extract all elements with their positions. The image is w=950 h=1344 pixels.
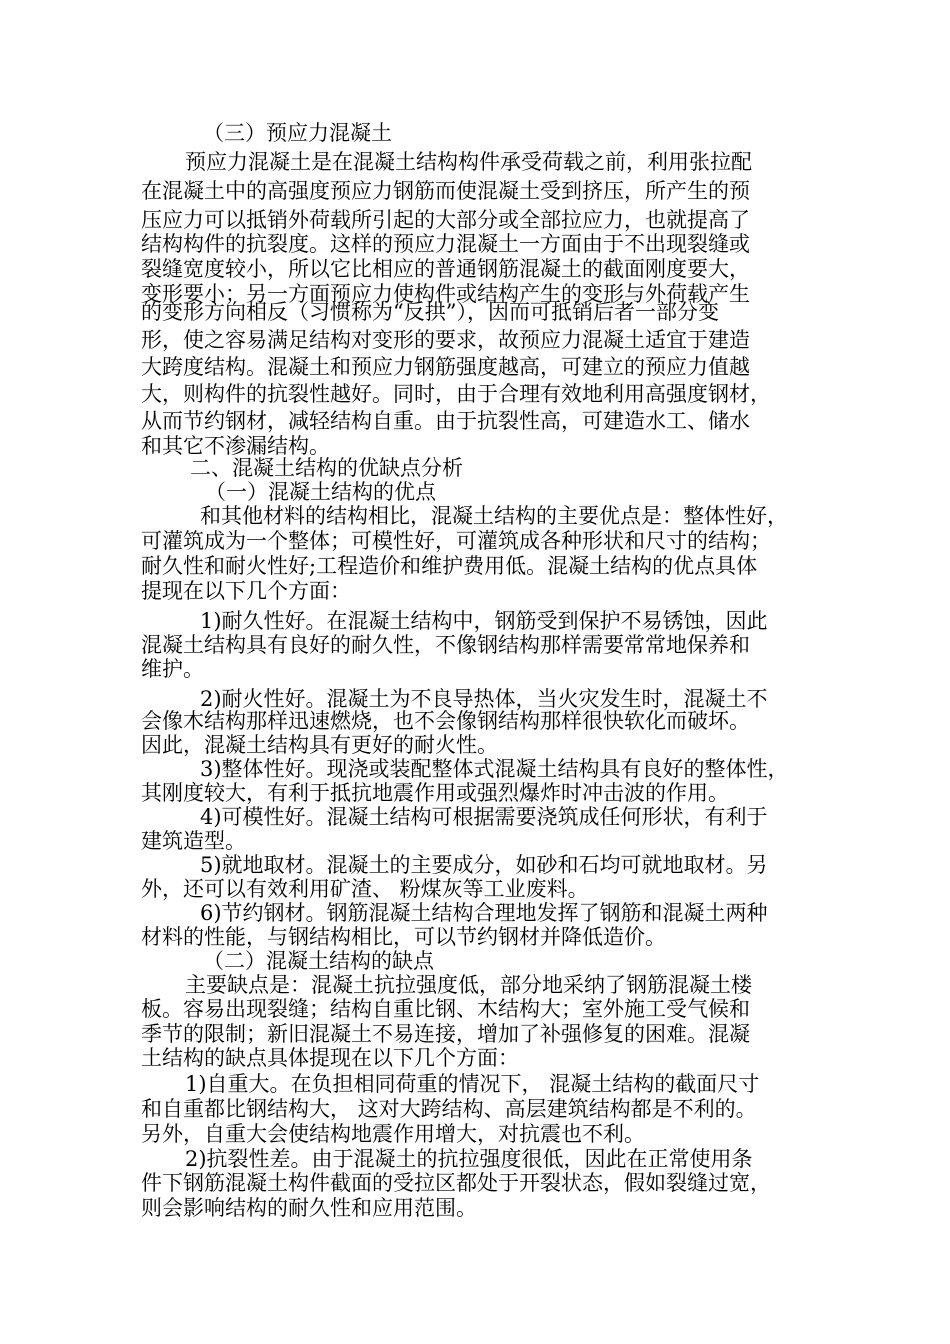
section-heading: 二、混凝土结构的优缺点分析 — [190, 456, 463, 480]
body-text-line: 件下钢筋混凝土构件截面的受拉区都处于开裂状态，假如裂缝过宽， — [141, 1171, 771, 1195]
body-text-line: 变形要小；另一方面预应力使构件或结构产生的变形与外荷载产生 — [141, 282, 750, 306]
body-text-line: 预应力混凝土是在混凝土结构构件承受荷载之前，利用张拉配 — [185, 150, 752, 174]
body-text-line: 在混凝土中的高强度预应力钢筋而使混凝土受到挤压，所产生的预 — [141, 179, 750, 203]
body-text-line: 提现在以下几个方面： — [141, 579, 351, 603]
body-text-line: 和其他材料的结构相比，混凝土结构的主要优点是：整体性好， — [200, 504, 788, 528]
body-text-line: 会像木结构那样迅速燃烧，也不会像钢结构那样很快软化而破坏。 — [141, 709, 750, 733]
body-text-line: 建筑造型。 — [141, 829, 246, 853]
body-text-line: 可灌筑成为一个整体；可模性好，可灌筑成各种形状和尺寸的结构； — [141, 529, 771, 553]
body-text-line: 维护。 — [141, 657, 204, 681]
list-item-line: 1)耐久性好。在混凝土结构中，钢筋受到保护不易锈蚀，因此 — [200, 609, 768, 633]
section-heading: （三）预应力混凝土 — [203, 121, 392, 145]
body-text-line: 大跨度结构。混凝土和预应力钢筋强度越高，可建立的预应力值越 — [141, 355, 750, 379]
body-text-line: 其刚度较大，有利于抵抗地震作用或强烈爆炸时冲击波的作用。 — [141, 781, 729, 805]
body-text-line: 季节的限制；新旧混凝土不易连接，增加了补强修复的困难。混凝 — [141, 1022, 750, 1046]
body-text-line: 板。容易出现裂缝；结构自重比钢、木结构大；室外施工受气候和 — [141, 997, 750, 1021]
body-text-line: 外，还可以有效利用矿渣、 粉煤灰等工业废料。 — [141, 877, 589, 901]
body-text-line: 材料的性能，与钢结构相比，可以节约钢材并降低造价。 — [141, 925, 666, 949]
list-item-line: 2)抗裂性差。由于混凝土的抗拉强度很低，因此在正常使用条 — [185, 1147, 753, 1171]
list-item-line: 1)自重大。在负担相同荷重的情况下， 混凝土结构的截面尺寸 — [185, 1072, 760, 1096]
list-item-line: 6)节约钢材。钢筋混凝土结构合理地发挥了钢筋和混凝土两种 — [200, 901, 768, 925]
body-text-line: 压应力可以抵销外荷载所引起的大部分或全部拉应力，也就提高了 — [141, 208, 750, 232]
subsection-heading: （二）混凝土结构的缺点 — [203, 949, 434, 973]
body-text-line: 另外，自重大会使结构地震作用增大，对抗震也不利。 — [141, 1122, 645, 1146]
list-item-line: 2)耐火性好。混凝土为不良导热体，当火灾发生时，混凝土不 — [200, 687, 768, 711]
body-text-line: 因此，混凝土结构具有更好的耐火性。 — [141, 733, 498, 757]
body-text-line: 耐久性和耐火性好;工程造价和维护费用低。混凝土结构的优点具体 — [141, 554, 758, 578]
body-text-line: 结构构件的抗裂度。这样的预应力混凝土一方面由于不出现裂缝或 — [141, 232, 750, 256]
list-item-line: 3)整体性好。现浇或装配整体式混凝土结构具有良好的整体性， — [200, 757, 789, 781]
body-text-line: 土结构的缺点具体提现在以下几个方面： — [141, 1046, 519, 1070]
body-text-line: 和其它不渗漏结构。 — [141, 434, 330, 458]
body-text-line: 则会影响结构的耐久性和应用范围。 — [141, 1196, 477, 1220]
body-text-line: 主要缺点是：混凝土抗拉强度低，部分地采纳了钢筋混凝土楼 — [185, 973, 752, 997]
body-text-line: 形，使之容易满足结构对变形的要求，故预应力混凝土适宜于建造 — [141, 328, 750, 352]
subsection-heading: （一）混凝土结构的优点 — [205, 480, 436, 504]
list-item-line: 5)就地取材。混凝土的主要成分，如砂和石均可就地取材。另 — [200, 853, 768, 877]
body-text-line: 的变形方向相反（习惯称为“反拱”），因而可抵销后者一部分变 — [141, 300, 719, 324]
body-text-line: 裂缝宽度较小，所以它比相应的普通钢筋混凝土的截面刚度要大， — [141, 257, 750, 281]
body-text-line: 大，则构件的抗裂性越好。同时，由于合理有效地利用高强度钢材， — [141, 382, 771, 406]
body-text-line: 和自重都比钢结构大， 这对大跨结构、高层建筑结构都是不利的。 — [141, 1097, 757, 1121]
body-text-line: 从而节约钢材，减轻结构自重。由于抗裂性高，可建造水工、储水 — [141, 409, 750, 433]
body-text-line: 混凝土结构具有良好的耐久性，不像钢结构那样需要常常地保养和 — [141, 633, 750, 657]
list-item-line: 4)可模性好。混凝土结构可根据需要浇筑成任何形状，有利于 — [200, 805, 768, 829]
